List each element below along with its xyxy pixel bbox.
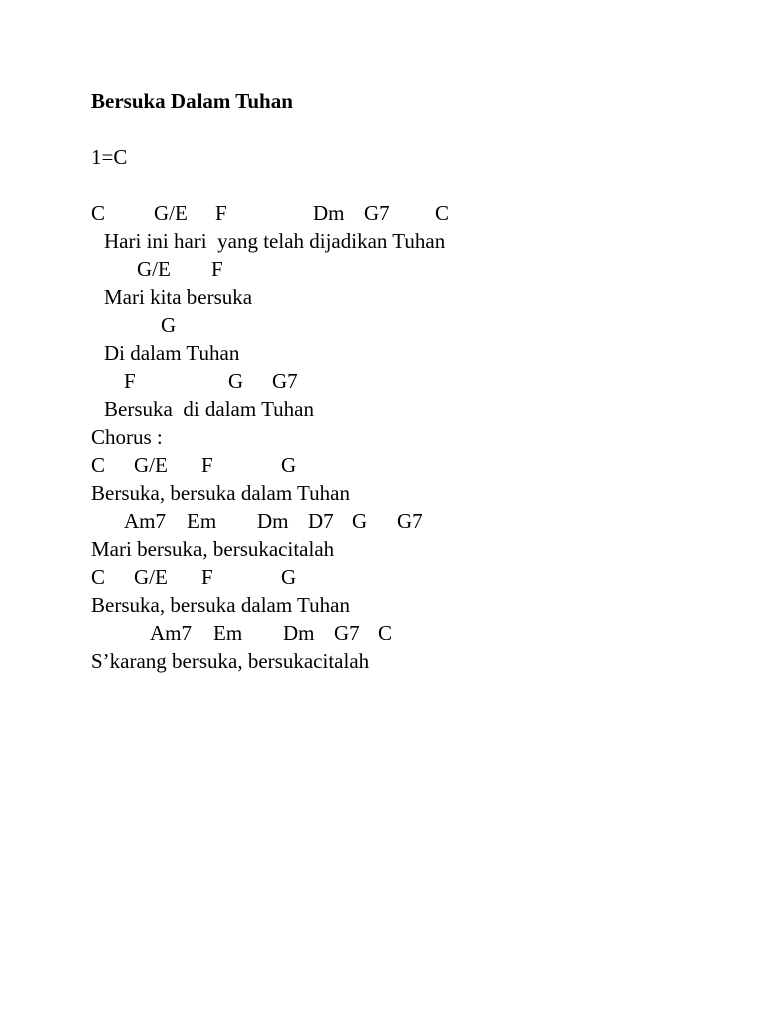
chord: Em xyxy=(187,509,217,533)
chord: G7 xyxy=(364,201,390,225)
lyric-line: Bersuka, bersuka dalam Tuhan xyxy=(91,593,350,617)
chord: D7 xyxy=(308,509,334,533)
chord: F xyxy=(124,369,136,393)
song-title: Bersuka Dalam Tuhan xyxy=(91,89,293,113)
lyric-line: Hari ini hari yang telah dijadikan Tuhan xyxy=(104,229,446,253)
chord: G xyxy=(281,565,297,589)
chord: G7 xyxy=(397,509,423,533)
chord-line xyxy=(0,620,768,646)
chord: F xyxy=(201,453,213,477)
chord-line xyxy=(0,200,768,226)
chord-line xyxy=(0,256,768,282)
chord: G/E xyxy=(154,201,188,225)
chord: G/E xyxy=(134,565,168,589)
chord-line xyxy=(0,368,768,394)
chord: Dm xyxy=(313,201,345,225)
lyric-line: Mari bersuka, bersukacitalah xyxy=(91,537,335,561)
chord: Dm xyxy=(257,509,289,533)
chord: F xyxy=(215,201,227,225)
lyric-line: Mari kita bersuka xyxy=(104,285,253,309)
chord: G/E xyxy=(137,257,171,281)
chord: C xyxy=(378,621,393,645)
chord-line xyxy=(0,508,768,534)
chord: G xyxy=(228,369,244,393)
lyric-line: Di dalam Tuhan xyxy=(104,341,240,365)
chord: Em xyxy=(213,621,243,645)
chord: G xyxy=(281,453,297,477)
chord: G xyxy=(161,313,177,337)
chord: C xyxy=(435,201,450,225)
lyric-line: Bersuka, bersuka dalam Tuhan xyxy=(91,481,350,505)
chord: G/E xyxy=(134,453,168,477)
chord: C xyxy=(91,453,106,477)
chord: Am7 xyxy=(124,509,166,533)
lyric-line: S’karang bersuka, bersukacitalah xyxy=(91,649,370,673)
song-key: 1=C xyxy=(91,145,128,169)
chord: Dm xyxy=(283,621,315,645)
chord: G xyxy=(352,509,368,533)
chord-line xyxy=(0,452,768,478)
chord-line xyxy=(0,564,768,590)
chord-line xyxy=(0,312,768,338)
chorus-label: Chorus : xyxy=(91,425,163,449)
lyric-line: Bersuka di dalam Tuhan xyxy=(104,397,314,421)
chord: F xyxy=(211,257,223,281)
chord: C xyxy=(91,201,106,225)
chord: Am7 xyxy=(150,621,192,645)
chord: F xyxy=(201,565,213,589)
chord: G7 xyxy=(334,621,360,645)
chord: C xyxy=(91,565,106,589)
chord: G7 xyxy=(272,369,298,393)
